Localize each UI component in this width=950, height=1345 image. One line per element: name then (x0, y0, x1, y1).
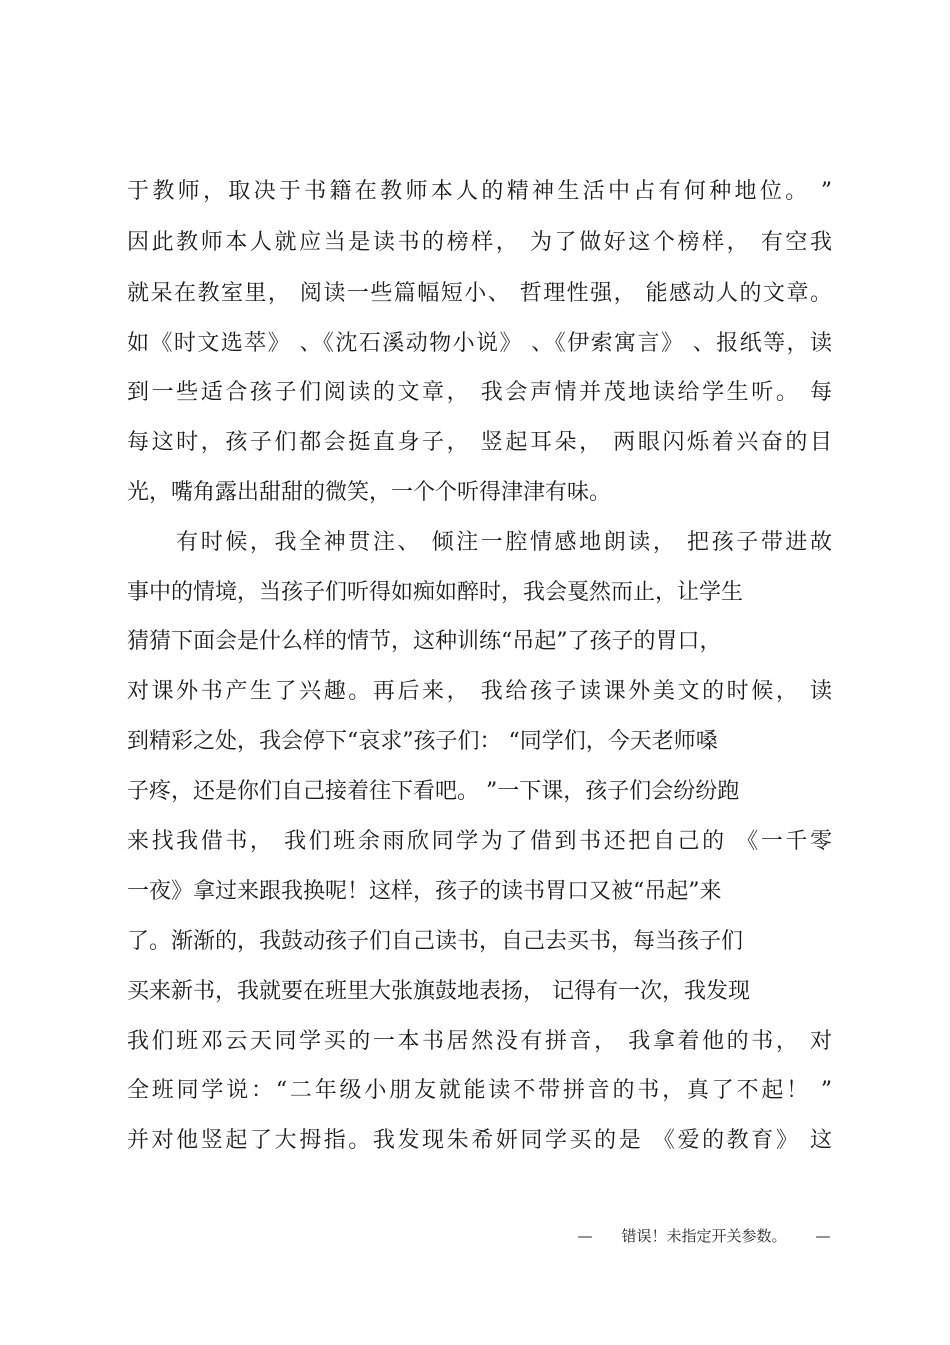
body-line: 到精彩之处，我会停下“哀求”孩子们： “同学们，今天老师嗓 (127, 729, 718, 754)
footer-dash-right: — (815, 1227, 831, 1245)
footer-dash-left: — (577, 1227, 593, 1245)
body-line: 事中的情境，当孩子们听得如痴如醉时，我会戛然而止，让学生 (127, 580, 744, 605)
body-line: 全班同学说：“二年级小朋友就能读不带拼音的书，真了不起！ ” (127, 1078, 832, 1103)
page-footer (576, 1224, 832, 1248)
body-line: 每这时，孩子们都会挺直身子， 竖起耳朵， 两眼闪烁着兴奋的目 (127, 430, 832, 455)
body-line: 到一些适合孩子们阅读的文章， 我会声情并茂地读给学生听。 每 (127, 380, 832, 405)
body-line: 买来新书，我就要在班里大张旗鼓地表扬， 记得有一次，我发现 (127, 979, 750, 1004)
body-line: 因此教师本人就应当是读书的榜样， 为了做好这个榜样， 有空我 (127, 230, 832, 255)
body-line: 于教师，取决于书籍在教师本人的精神生活中占有何种地位。 ” (127, 179, 832, 204)
body-line: 一夜》拿过来跟我换呢！这样，孩子的读书胃口又被“吊起”来 (127, 879, 722, 904)
body-line: 对课外书产生了兴趣。再后来， 我给孩子读课外美文的时候， 读 (127, 679, 832, 704)
body-line: 了。渐渐的，我鼓动孩子们自己读书，自己去买书，每当孩子们 (127, 929, 744, 954)
body-line: 我们班邓云天同学买的一本书居然没有拼音， 我拿着他的书， 对 (127, 1029, 832, 1054)
body-line: 子疼，还是你们自己接着往下看吧。 ”一下课，孩子们会纷纷跑 (127, 779, 740, 804)
footer-error-text: 错误！未指定开关参数。 (621, 1227, 787, 1245)
body-line: 如《时文选萃》 、《沈石溪动物小说》 、《伊索寓言》 、报纸等，读 (127, 331, 832, 356)
body-line: 光，嘴角露出甜甜的微笑，一个个听得津津有味。 (127, 480, 612, 505)
body-line: 就呆在教室里， 阅读一些篇幅短小、 哲理性强， 能感动人的文章。 (127, 281, 832, 306)
body-line: 来找我借书， 我们班余雨欣同学为了借到书还把自己的 《一千零 (127, 829, 832, 854)
body-line: 有时候，我全神贯注、 倾注一腔情感地朗读， 把孩子带进故 (127, 530, 832, 555)
body-line: 并对他竖起了大拇指。我发现朱希妍同学买的是 《爱的教育》 这 (127, 1128, 832, 1153)
body-line: 猜猜下面会是什么样的情节，这种训练“吊起”了孩子的胃口， (127, 629, 722, 654)
